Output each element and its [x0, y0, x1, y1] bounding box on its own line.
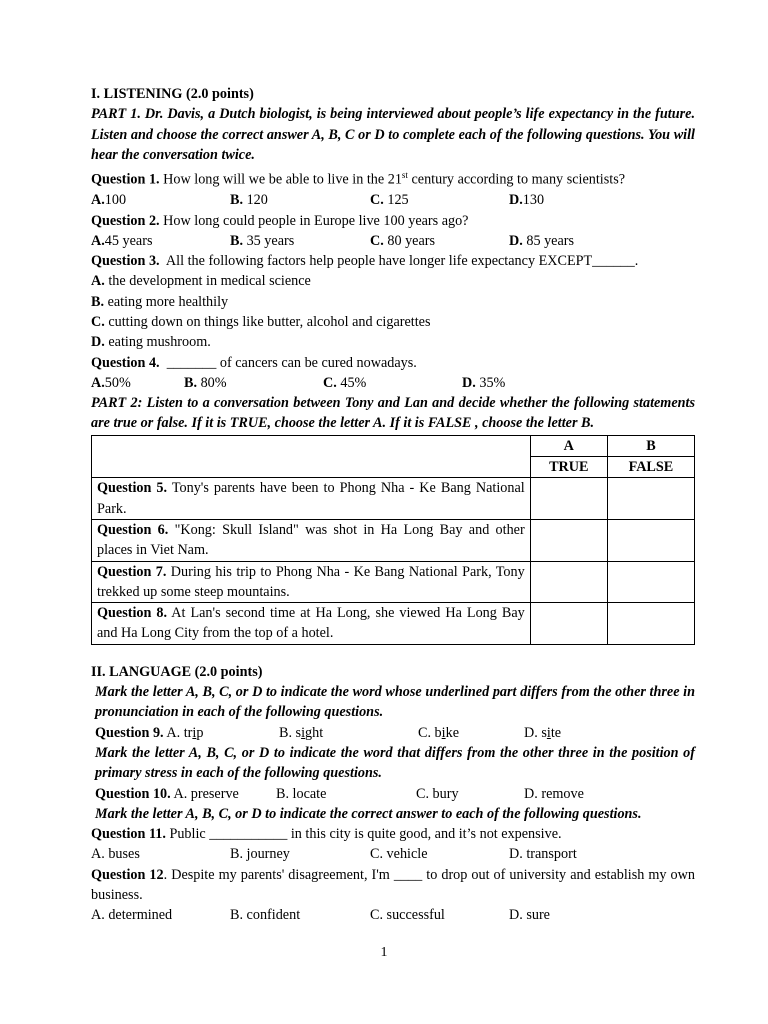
q11-option-a[interactable]: A. buses: [91, 846, 140, 863]
table-row: [92, 603, 695, 645]
stress-instruction: Mark the letter A, B, C, or D to indicate the word that differs from the other three in the position of primary stress in each of the following questions.: [95, 744, 695, 782]
q7-true-cell[interactable]: [530, 561, 607, 603]
q5-true-cell[interactable]: [530, 478, 607, 520]
q12-option-c[interactable]: C. successful: [370, 907, 445, 924]
table-row: [92, 519, 695, 561]
section-listening-title: I. LISTENING (2.0 points): [91, 86, 254, 102]
question-10-label: Question 10.: [95, 785, 171, 802]
part1-instruction: PART 1. Dr. Davis, a Dutch biologist, is being interviewed about people’s life expectancy in the future. Listen and choose the correct answer A, B, C or D to complete each of the following questions. You will hear the conversation twice.: [91, 106, 695, 163]
question-12: Question 12. Despite my parents' disagreement, I'm ____ to drop out of university and establish my own business.: [91, 866, 695, 904]
q9-option-c[interactable]: C. bike: [418, 724, 460, 741]
q4-option-b[interactable]: B. 80%: [184, 374, 227, 391]
q1-option-a[interactable]: A.100: [91, 192, 127, 209]
q9-option-b[interactable]: B. sight: [279, 724, 324, 741]
q2-option-d[interactable]: D. 85 years: [509, 232, 575, 249]
question-7: Question 7. During his trip to Phong Nha - Ke Bang National Park, Tony trekked up some steep mountains.: [92, 561, 531, 603]
page-number: 1: [380, 945, 388, 960]
question-9: [91, 723, 695, 743]
q10-option-c[interactable]: C. bury: [416, 785, 459, 802]
q7-false-cell[interactable]: [607, 561, 694, 603]
question-9-label: Question 9.: [95, 724, 164, 741]
question-11: Question 11. Public ___________ in this city is quite good, and it’s not expensive.: [91, 826, 562, 843]
section-language-title: II. LANGUAGE (2.0 points): [91, 663, 263, 680]
question-4: Question 4. _______ of cancers can be cured nowadays.: [91, 354, 417, 371]
q2-option-a[interactable]: A.45 years: [91, 232, 153, 249]
table-row: [92, 561, 695, 603]
part2-instruction: PART 2: Listen to a conversation between Tony and Lan and decide whether the following statements are true or false. If it is TRUE, choose the letter A. If it is FALSE , choose the letter B.: [91, 395, 695, 432]
q2-option-c[interactable]: C. 80 years: [370, 232, 436, 249]
question-1-options: [91, 190, 695, 210]
q8-false-cell[interactable]: [607, 603, 694, 645]
true-false-table: [91, 435, 695, 645]
question-11-options: [91, 844, 695, 864]
q4-option-a[interactable]: A.50%: [91, 374, 131, 391]
col-b-label: FALSE: [607, 457, 694, 478]
col-a-label: TRUE: [530, 457, 607, 478]
q10-option-b[interactable]: B. locate: [276, 785, 327, 802]
question-6: Question 6. "Kong: Skull Island" was shot in Ha Long Bay and other places in Viet Nam.: [92, 519, 531, 561]
q10-option-d[interactable]: D. remove: [524, 785, 584, 802]
document-page: [91, 84, 695, 926]
q1-option-c[interactable]: C. 125: [370, 192, 409, 209]
q4-option-d[interactable]: D. 35%: [462, 374, 506, 391]
question-2: Question 2. How long could people in Europe live 100 years ago?: [91, 212, 469, 229]
q2-option-b[interactable]: B. 35 years: [230, 232, 295, 249]
question-1: Question 1. How long will we be able to live in the 21st century according to many scientists?: [91, 170, 626, 188]
question-5: Question 5. Tony's parents have been to Phong Nha - Ke Bang National Park.: [92, 478, 531, 520]
table-header-blank: [92, 435, 531, 478]
question-3: Question 3. All the following factors help people have longer life expectancy EXCEPT______.: [91, 253, 639, 270]
q12-option-a[interactable]: A. determined: [91, 907, 173, 924]
col-a-header: A: [530, 435, 607, 456]
q3-option-a[interactable]: A. the development in medical science: [91, 273, 311, 290]
q8-true-cell[interactable]: [530, 603, 607, 645]
col-b-header: B: [607, 435, 694, 456]
q3-option-b[interactable]: B. eating more healthily: [91, 293, 229, 310]
q1-option-d[interactable]: D.130: [509, 192, 545, 209]
question-4-options: [91, 373, 695, 393]
pronunciation-instruction: Mark the letter A, B, C, or D to indicate the word whose underlined part differs from the other three in pronunciation in each of the following questions.: [95, 684, 695, 721]
question-2-options: [91, 231, 695, 251]
correct-answer-instruction: Mark the letter A, B, C, or D to indicate the correct answer to each of the following questions.: [95, 805, 642, 822]
q3-option-c[interactable]: C. cutting down on things like butter, alcohol and cigarettes: [91, 314, 431, 330]
q6-false-cell[interactable]: [607, 519, 694, 561]
question-8: Question 8. At Lan's second time at Ha Long, she viewed Ha Long Bay and Ha Long City from the top of a hotel.: [92, 603, 531, 645]
q9-option-d[interactable]: D. site: [524, 724, 562, 741]
q4-option-c[interactable]: C. 45%: [323, 374, 367, 391]
q3-option-d[interactable]: D. eating mushroom.: [91, 334, 211, 351]
q1-option-b[interactable]: B. 120: [230, 192, 268, 209]
q12-option-b[interactable]: B. confident: [230, 907, 301, 924]
question-12-options: [91, 905, 695, 925]
q6-true-cell[interactable]: [530, 519, 607, 561]
q12-option-d[interactable]: D. sure: [509, 907, 550, 924]
q10-option-a[interactable]: A. preserve: [170, 785, 239, 802]
question-10: [91, 784, 695, 804]
q11-option-c[interactable]: C. vehicle: [370, 846, 428, 863]
table-row: [92, 478, 695, 520]
q9-option-a[interactable]: A. trip: [163, 724, 204, 741]
q5-false-cell[interactable]: [607, 478, 694, 520]
q11-option-d[interactable]: D. transport: [509, 846, 577, 863]
q11-option-b[interactable]: B. journey: [230, 846, 290, 863]
